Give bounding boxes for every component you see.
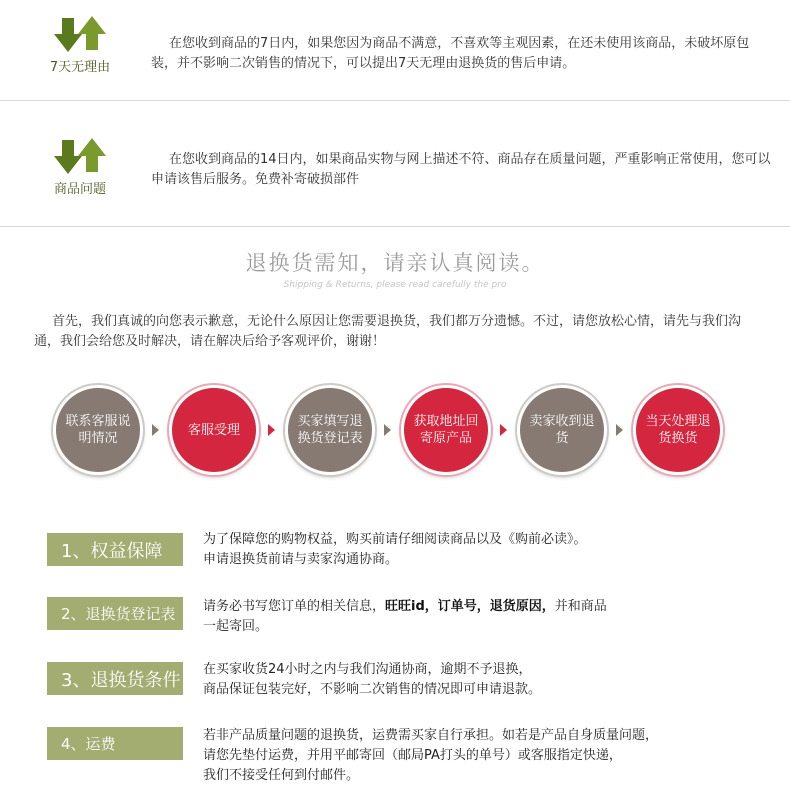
notice-title: 退换货需知，请亲认真阅读。 [245, 251, 545, 275]
policy-line-part: 请务必书写您订单的相关信息， [203, 599, 386, 614]
step-arrow [616, 424, 623, 436]
policy-label-form: 2、退换货登记表 [47, 597, 183, 630]
policy-text-rights [203, 530, 763, 570]
policy-line-highlight: 旺旺id，订单号，退货原因， [385, 599, 555, 614]
policy-line [203, 597, 763, 617]
step-same-day-process [633, 385, 723, 475]
product-issue-badge-label: 商品问题 [53, 182, 106, 197]
policy-line: 若非产品质量问题的退换货，运费需买家自行承担。如若是产品自身质量问题， [203, 728, 659, 743]
notice-subtitle: Shipping & Returns, please read carefully the pro [283, 280, 507, 290]
product-issue-section [0, 110, 790, 210]
step-arrow [152, 424, 159, 436]
seven-day-badge [30, 14, 130, 75]
step-arrow [384, 424, 391, 436]
policy-label-conditions: 3、退换货条件 [47, 662, 183, 695]
policy-line: 商品保证包装完好，不影响二次销售的情况即可申请退款。 [203, 682, 542, 697]
step-seller-receive [517, 385, 607, 475]
step-label: 买家填写退换货登记表 [297, 414, 363, 446]
notice-intro: 首先，我们真诚的向您表示歉意，无论什么原因让您需要退换货，我们都万分遗憾。不过，请您放松心情，请先与我们沟通，我们会给您及时解决，请在解决后给予客观评价，谢谢！ [34, 314, 742, 349]
policy-text-shipping [203, 726, 763, 786]
step-label: 当天处理退货换货 [645, 414, 711, 446]
step-fill-form [285, 385, 375, 475]
policy-line: 我们不接受任何到付邮件。 [203, 768, 360, 783]
step-get-address [401, 385, 491, 475]
return-arrows-icon [54, 14, 106, 54]
step-arrow [500, 424, 507, 436]
policy-label-shipping: 4、运费 [47, 727, 183, 760]
policy-line: 请您先垫付运费，并用平邮寄回（邮局PA打头的单号）或客服指定快递， [203, 748, 622, 763]
policy-line: 在买家收货24小时之内与我们沟通协商，逾期不予退换， [203, 662, 532, 677]
policy-line: 申请退换货前请与卖家沟通协商。 [203, 552, 399, 567]
seven-day-policy-text: 在您收到商品的7日内，如果您因为商品不满意，不喜欢等主观因素，在还未使用该商品，未破坏原包装，并不影响二次销售的情况下，可以提出7天无理由退换货的售后申请。 [151, 36, 750, 71]
step-label: 客服受理 [187, 422, 240, 438]
return-arrows-icon [54, 136, 106, 176]
seven-day-return-section [0, 0, 790, 100]
step-label: 联系客服说明情况 [65, 414, 131, 446]
policy-label-rights: 1、权益保障 [47, 533, 183, 566]
policy-line-part: 并和商品 [554, 599, 607, 614]
policy-text-form [203, 597, 763, 637]
policy-line: 一起寄回。 [203, 619, 269, 634]
step-label: 卖家收到退货 [529, 414, 595, 446]
product-issue-policy-text: 在您收到商品的14日内，如果商品实物与网上描述不符、商品存在质量问题，严重影响正常使用，您可以申请该售后服务。免费补寄破损部件 [151, 152, 771, 187]
policy-text-conditions [203, 660, 763, 700]
product-issue-badge [30, 136, 130, 197]
seven-day-badge-label: 7天无理由 [49, 60, 111, 75]
divider [0, 226, 790, 227]
step-arrow [268, 424, 275, 436]
policy-line: 为了保障您的购物权益，购买前请仔细阅读商品以及《购前必读》。 [203, 532, 587, 547]
step-label: 获取地址回寄原产品 [413, 414, 479, 446]
step-service-accept [169, 385, 259, 475]
step-contact-service [53, 385, 143, 475]
divider [0, 100, 790, 101]
